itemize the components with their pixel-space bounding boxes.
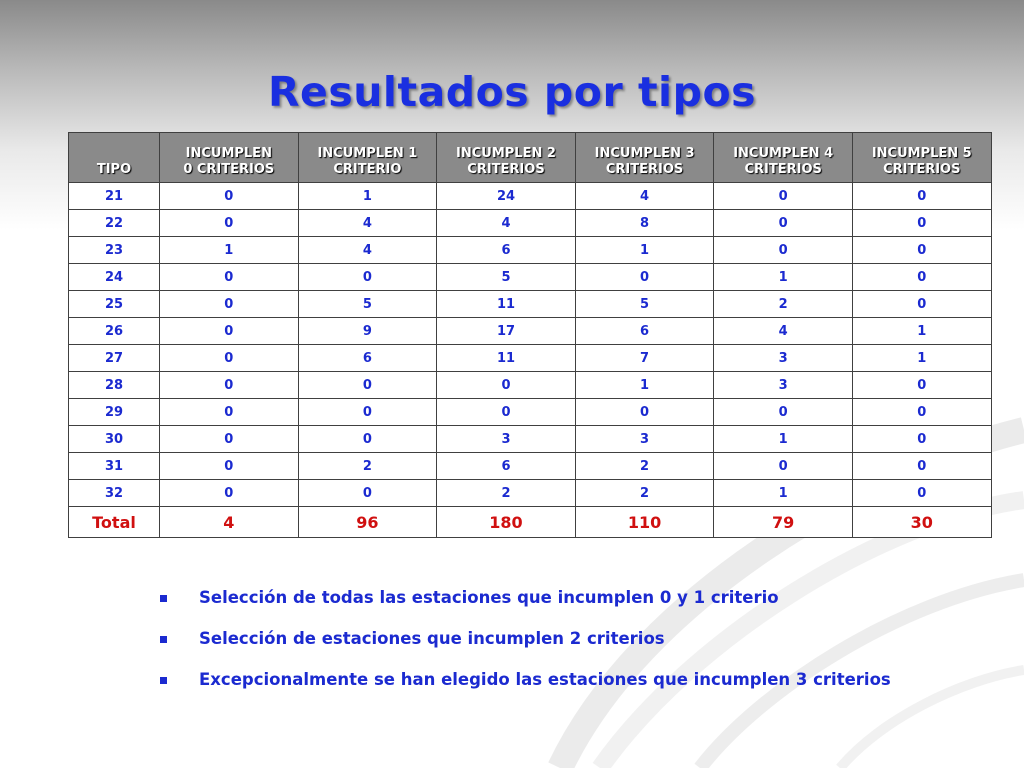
- count-cell: 0: [298, 480, 437, 507]
- count-cell: 0: [852, 453, 991, 480]
- count-cell: 0: [160, 426, 299, 453]
- tipo-cell: 26: [69, 318, 160, 345]
- count-cell: 1: [298, 183, 437, 210]
- count-cell: 0: [160, 372, 299, 399]
- count-cell: 0: [437, 399, 576, 426]
- count-cell: 5: [575, 291, 714, 318]
- tipo-cell: 21: [69, 183, 160, 210]
- count-cell: 6: [575, 318, 714, 345]
- total-value-cell: 180: [437, 507, 576, 538]
- count-cell: 0: [714, 453, 853, 480]
- count-cell: 1: [714, 426, 853, 453]
- count-cell: 7: [575, 345, 714, 372]
- total-value-cell: 4: [160, 507, 299, 538]
- count-cell: 0: [160, 318, 299, 345]
- total-value-cell: 110: [575, 507, 714, 538]
- count-cell: 1: [575, 372, 714, 399]
- tipo-cell: 25: [69, 291, 160, 318]
- table-row: [69, 318, 992, 345]
- count-cell: 0: [298, 264, 437, 291]
- count-cell: 4: [437, 210, 576, 237]
- table-row: [69, 345, 992, 372]
- count-cell: 0: [852, 291, 991, 318]
- table-row: [69, 264, 992, 291]
- results-table: [68, 132, 992, 538]
- count-cell: 5: [298, 291, 437, 318]
- table-row: [69, 210, 992, 237]
- table-row: [69, 183, 992, 210]
- tipo-cell: 27: [69, 345, 160, 372]
- header-incumplen-2: INCUMPLEN 2 CRITERIOS: [437, 133, 576, 183]
- count-cell: 17: [437, 318, 576, 345]
- bullet-text: Selección de estaciones que incumplen 2 criterios: [199, 629, 665, 648]
- count-cell: 0: [160, 183, 299, 210]
- count-cell: 3: [437, 426, 576, 453]
- table-body: [69, 183, 992, 538]
- table-row: [69, 372, 992, 399]
- total-value-cell: 79: [714, 507, 853, 538]
- count-cell: 0: [160, 291, 299, 318]
- slide-title: Resultados por tipos: [267, 68, 757, 116]
- count-cell: 2: [575, 453, 714, 480]
- square-bullet-icon: [160, 677, 167, 684]
- count-cell: 0: [298, 372, 437, 399]
- tipo-cell: 30: [69, 426, 160, 453]
- count-cell: 0: [852, 210, 991, 237]
- count-cell: 0: [714, 183, 853, 210]
- count-cell: 24: [437, 183, 576, 210]
- tipo-cell: 31: [69, 453, 160, 480]
- table-row: [69, 453, 992, 480]
- count-cell: 0: [160, 210, 299, 237]
- table-row: [69, 237, 992, 264]
- count-cell: 0: [160, 264, 299, 291]
- count-cell: 9: [298, 318, 437, 345]
- header-incumplen-3: INCUMPLEN 3 CRITERIOS: [575, 133, 714, 183]
- total-label-cell: Total: [69, 507, 160, 538]
- count-cell: 0: [852, 426, 991, 453]
- count-cell: 6: [298, 345, 437, 372]
- total-value-cell: 96: [298, 507, 437, 538]
- count-cell: 6: [437, 453, 576, 480]
- bullet-text: Excepcionalmente se han elegido las estaciones que incumplen 3 criterios: [199, 670, 891, 689]
- square-bullet-icon: [160, 636, 167, 643]
- table-row: [69, 426, 992, 453]
- tipo-cell: 28: [69, 372, 160, 399]
- header-incumplen-0: INCUMPLEN 0 CRITERIOS: [160, 133, 299, 183]
- count-cell: 1: [852, 345, 991, 372]
- count-cell: 0: [852, 264, 991, 291]
- count-cell: 0: [852, 399, 991, 426]
- count-cell: 6: [437, 237, 576, 264]
- count-cell: 0: [714, 210, 853, 237]
- count-cell: 0: [160, 453, 299, 480]
- count-cell: 0: [714, 399, 853, 426]
- table-row: [69, 291, 992, 318]
- tipo-cell: 29: [69, 399, 160, 426]
- bullet-text: Selección de todas las estaciones que incumplen 0 y 1 criterio: [199, 588, 779, 607]
- count-cell: 0: [575, 399, 714, 426]
- tipo-cell: 23: [69, 237, 160, 264]
- count-cell: 3: [714, 345, 853, 372]
- header-incumplen-5: INCUMPLEN 5 CRITERIOS: [852, 133, 991, 183]
- count-cell: 1: [714, 264, 853, 291]
- count-cell: 3: [714, 372, 853, 399]
- count-cell: 2: [437, 480, 576, 507]
- count-cell: 0: [852, 237, 991, 264]
- count-cell: 0: [298, 426, 437, 453]
- total-value-cell: 30: [852, 507, 991, 538]
- count-cell: 0: [714, 237, 853, 264]
- count-cell: 0: [852, 372, 991, 399]
- count-cell: 1: [714, 480, 853, 507]
- count-cell: 0: [852, 480, 991, 507]
- count-cell: 1: [160, 237, 299, 264]
- square-bullet-icon: [160, 595, 167, 602]
- count-cell: 4: [575, 183, 714, 210]
- total-row: [69, 507, 992, 538]
- count-cell: 4: [714, 318, 853, 345]
- count-cell: 0: [298, 399, 437, 426]
- count-cell: 2: [298, 453, 437, 480]
- tipo-cell: 22: [69, 210, 160, 237]
- count-cell: 2: [714, 291, 853, 318]
- count-cell: 5: [437, 264, 576, 291]
- count-cell: 0: [160, 345, 299, 372]
- count-cell: 4: [298, 237, 437, 264]
- header-incumplen-4: INCUMPLEN 4 CRITERIOS: [714, 133, 853, 183]
- count-cell: 11: [437, 291, 576, 318]
- count-cell: 11: [437, 345, 576, 372]
- count-cell: 3: [575, 426, 714, 453]
- tipo-cell: 24: [69, 264, 160, 291]
- count-cell: 0: [437, 372, 576, 399]
- count-cell: 0: [160, 480, 299, 507]
- count-cell: 0: [852, 183, 991, 210]
- count-cell: 8: [575, 210, 714, 237]
- header-tipo: TIPO: [69, 133, 160, 183]
- count-cell: 4: [298, 210, 437, 237]
- table-header-row: [69, 133, 992, 183]
- table-row: [69, 480, 992, 507]
- count-cell: 0: [160, 399, 299, 426]
- header-incumplen-1: INCUMPLEN 1 CRITERIO: [298, 133, 437, 183]
- count-cell: 1: [575, 237, 714, 264]
- tipo-cell: 32: [69, 480, 160, 507]
- table-row: [69, 399, 992, 426]
- count-cell: 1: [852, 318, 991, 345]
- count-cell: 2: [575, 480, 714, 507]
- count-cell: 0: [575, 264, 714, 291]
